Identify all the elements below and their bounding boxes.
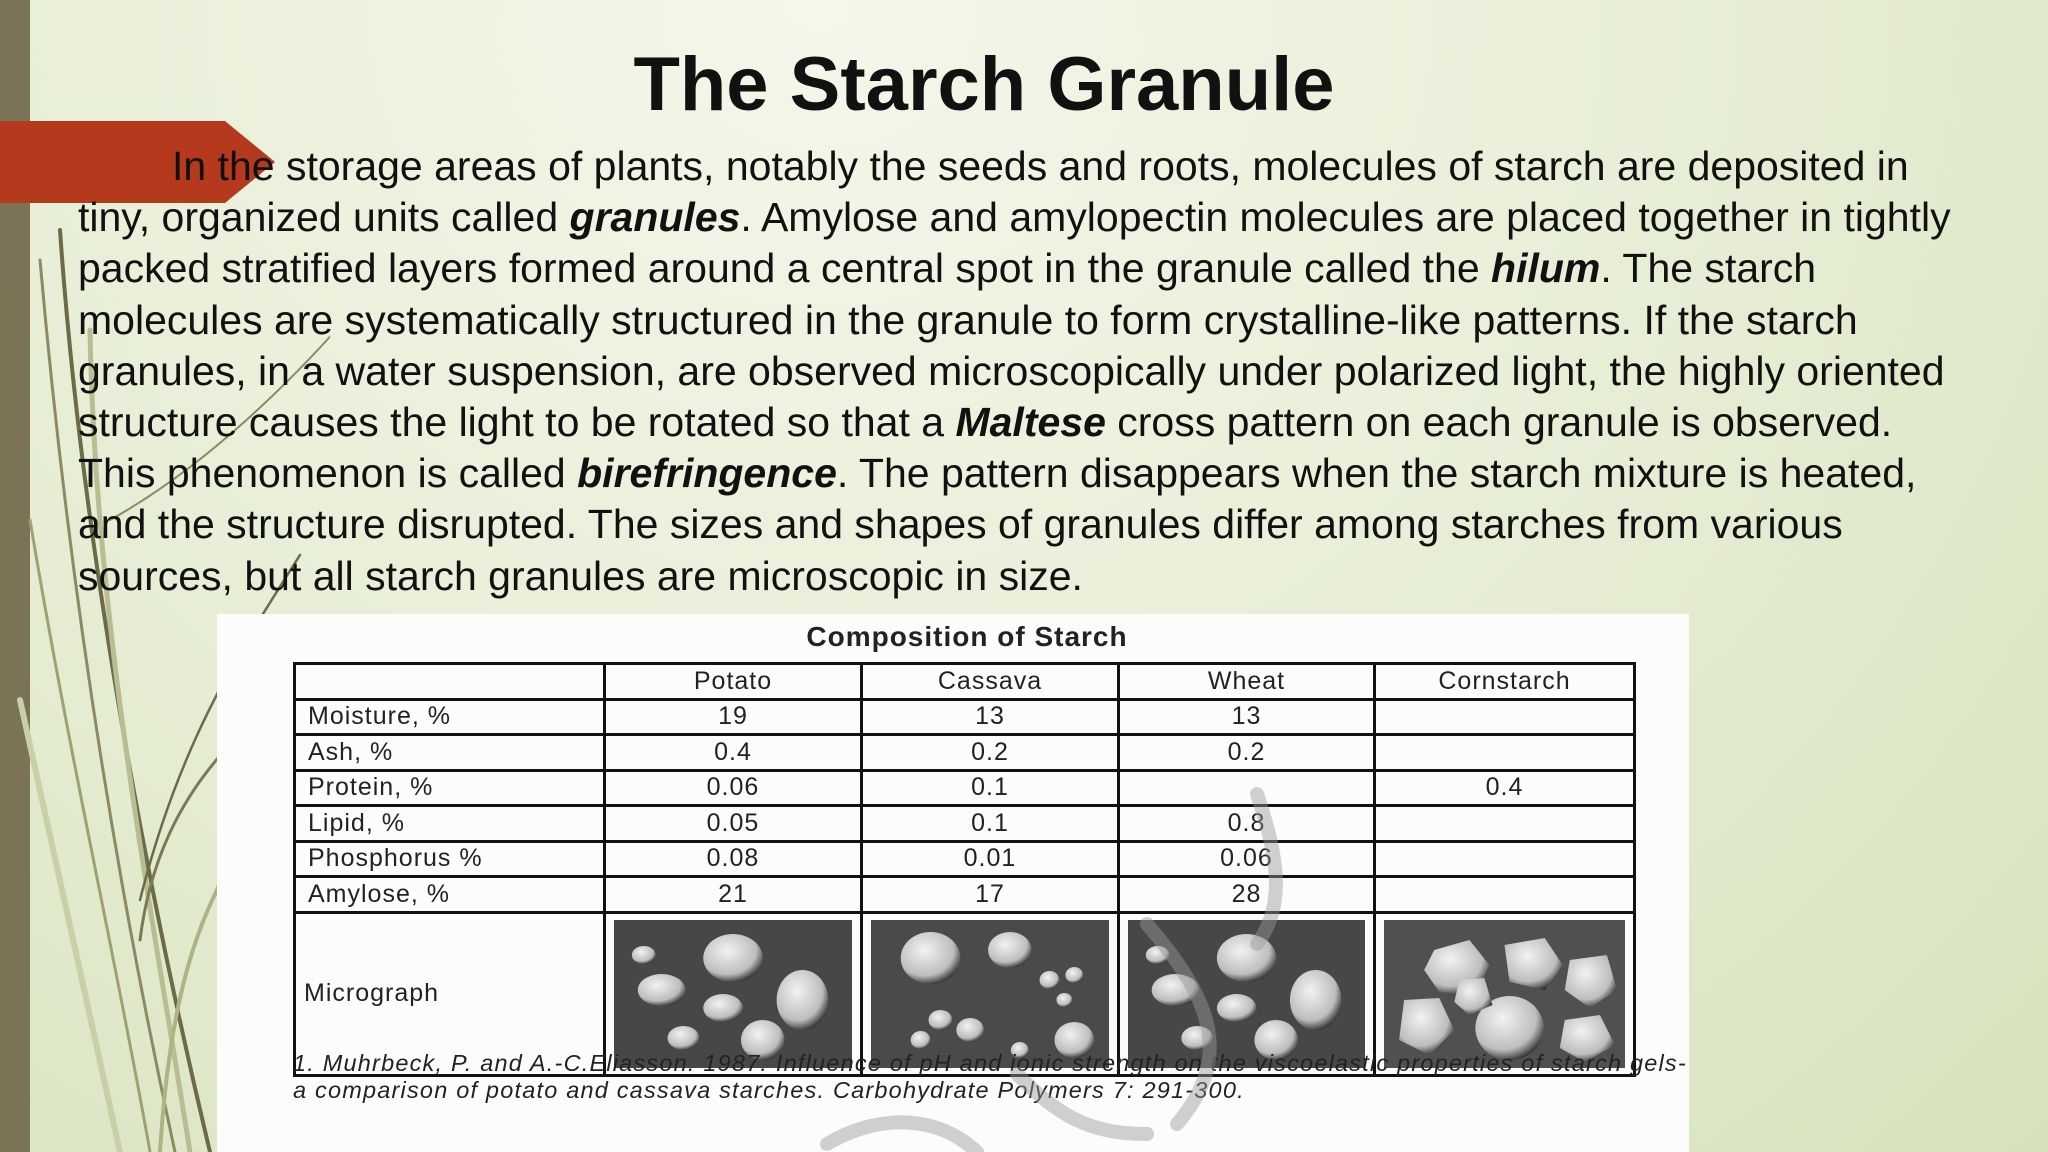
table-cell: 13 [862, 699, 1119, 735]
table-header-row [295, 664, 1635, 700]
table-row [295, 877, 1635, 913]
table-row [295, 699, 1635, 735]
figure-title: Composition of Starch [806, 621, 1128, 652]
table-cell [1375, 806, 1635, 842]
table-cell: 0.08 [605, 841, 862, 877]
table-header-cell [295, 664, 605, 700]
paragraph-text: . Amylose and amylopectin molecules are placed together in tightly packed stratified layers formed around a central spot in the granule called the [78, 194, 1951, 292]
term-hilum: hilum [1491, 245, 1601, 292]
cornstarch-micrograph [1384, 920, 1625, 1068]
table-row [295, 735, 1635, 771]
table-cell [1119, 770, 1375, 806]
table-row [295, 841, 1635, 877]
cassava-micrograph [871, 920, 1109, 1068]
row-label: Amylose, % [295, 877, 605, 913]
term-granules: granules [569, 194, 741, 241]
table-cell: 19 [605, 699, 862, 735]
table-header-cell: Wheat [1119, 664, 1375, 700]
table-cell: 17 [862, 877, 1119, 913]
body-paragraph [78, 141, 1978, 602]
table-cell: 0.2 [862, 735, 1119, 771]
table-cell: 0.1 [862, 770, 1119, 806]
table-header-cell: Potato [605, 664, 862, 700]
starch-composition-figure [217, 614, 1689, 1152]
table-row [295, 770, 1635, 806]
table-row [295, 806, 1635, 842]
row-label: Moisture, % [295, 699, 605, 735]
table-cell [1375, 841, 1635, 877]
table-cell: 0.2 [1119, 735, 1375, 771]
table-cell: 13 [1119, 699, 1375, 735]
paragraph-text: cross pattern on each granule is observed. This phenomenon is called [78, 399, 1893, 497]
paragraph-text: . The pattern disappears when the starch mixture is heated, and the structure disrupted. The sizes and shapes of granules differ among starches from various sources, but all starch granules are microscopic in size. [78, 450, 1917, 599]
row-label: Micrograph [295, 912, 605, 1075]
figure-citation: 1. Muhrbeck, P. and A.-C.Eliasson. 1987. Influence of pH and ionic strength on the viscoelastic properties of starch gels- a comparison of potato and cassava starches. Carbohydrate Polymers 7: 291-300. [293, 1050, 1687, 1103]
potato-micrograph [614, 920, 852, 1068]
row-label: Phosphorus % [295, 841, 605, 877]
table-cell: 0.05 [605, 806, 862, 842]
slide-title: The Starch Granule [633, 42, 1335, 127]
term-maltese: Maltese [955, 399, 1106, 446]
table-cell: 21 [605, 877, 862, 913]
table-cell: 0.06 [605, 770, 862, 806]
row-label: Lipid, % [295, 806, 605, 842]
table-header-cell: Cornstarch [1375, 664, 1635, 700]
row-label: Ash, % [295, 735, 605, 771]
composition-table [293, 662, 1636, 1077]
table-cell: 0.4 [1375, 770, 1635, 806]
table-cell: 0.06 [1119, 841, 1375, 877]
table-cell [1375, 699, 1635, 735]
wheat-micrograph [1128, 920, 1365, 1068]
table-header-cell: Cassava [862, 664, 1119, 700]
table-cell: 0.1 [862, 806, 1119, 842]
table-cell [1375, 877, 1635, 913]
term-birefringence: birefringence [577, 450, 837, 497]
row-label: Protein, % [295, 770, 605, 806]
table-cell: 0.4 [605, 735, 862, 771]
table-cell: 28 [1119, 877, 1375, 913]
table-cell: 0.01 [862, 841, 1119, 877]
table-cell: 0.8 [1119, 806, 1375, 842]
table-cell [1375, 735, 1635, 771]
paragraph-text: In the storage areas of plants, notably the seeds and roots, molecules of starch are deposited in tiny, organized units called [78, 143, 1909, 241]
paragraph-text: . The starch molecules are systematically structured in the granule to form crystalline-like patterns. If the starch granules, in a water suspension, are observed microscopically under polarized light, the highly oriented structure causes the light to be rotated so that a [78, 245, 1945, 446]
